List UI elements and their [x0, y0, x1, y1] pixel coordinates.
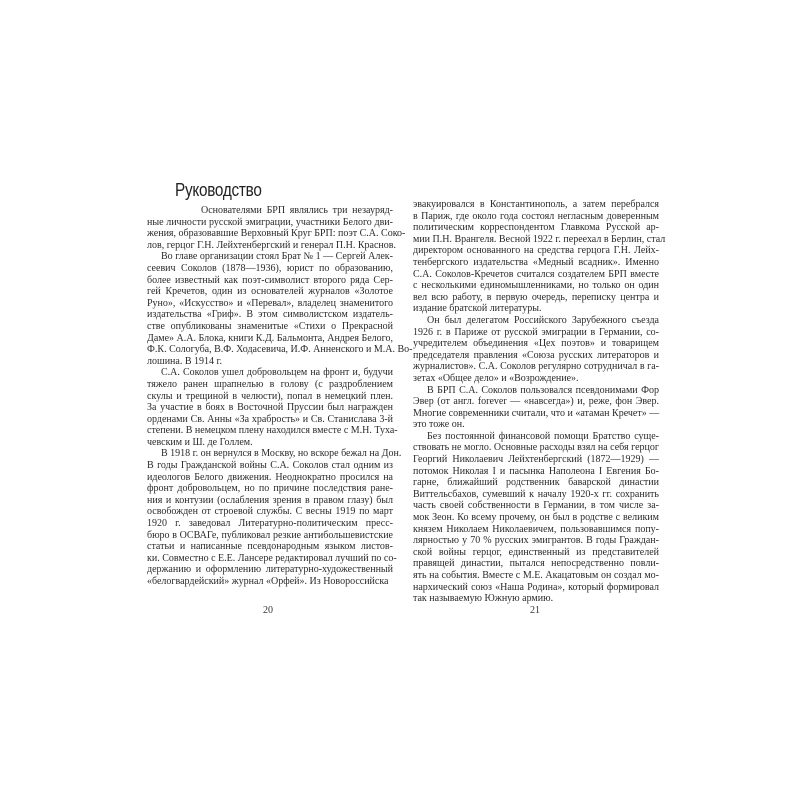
text-line: это тоже он. — [413, 419, 465, 431]
text-line: фронт добровольцем, но по причине последствия ране- — [147, 483, 393, 495]
text-line: зетах «Общее дело» и «Возрождение». — [413, 372, 579, 384]
text-line: часть своей собственности в Германии, в том числе за- — [413, 500, 659, 512]
text-line: князем Николаем Николаевичем, пользовавшимся попу- — [413, 523, 659, 535]
page-number-left: 20 — [263, 605, 273, 616]
page-number-right: 21 — [530, 605, 540, 616]
text-line: 1926 г. в Париже от русской эмиграции в Германии, со- — [413, 326, 659, 338]
text-line: Основателями БРП являлись три незауряд- — [201, 205, 393, 216]
text-line: В годы Гражданской войны С.А. Соколов стал одним из — [147, 460, 393, 472]
text-line: Руно», «Искусство» и «Перевал», владелец знаменитого — [147, 297, 393, 309]
text-line: держанию и оформлению литературно-художественный — [147, 564, 393, 576]
text-line: За участие в боях в Восточной Пруссии был награжден — [147, 402, 393, 414]
text-line: лов, герцог Г.Н. Лейхтенбергский и генерал П.Н. Краснов. — [147, 239, 396, 251]
paragraph — [147, 205, 406, 251]
left-page-body — [147, 205, 413, 588]
text-line: ные личности русской эмиграции, участники Белого дви- — [147, 216, 393, 228]
paragraph — [413, 385, 659, 431]
text-line: более известный как поэт-символист второго ряда Сер- — [147, 274, 393, 286]
text-line: 1920 г. заведовал Литературно-политическим пресс- — [147, 518, 393, 530]
text-line: ять на события. Вместе с М.Е. Акацатовым он создал мо- — [413, 570, 659, 581]
text-line: ки. Совместно с Е.Е. Лансере редактировал лучший по со- — [147, 552, 397, 564]
paragraph — [413, 315, 659, 385]
text-line: бюро в ОСВАГе, публиковал резкие антибольшевистские — [147, 529, 393, 541]
text-line: В БРП С.А. Соколов пользовался псевдонимами Фор — [427, 384, 659, 396]
text-line: тяжело ранен шрапнелью в голову (с раздроблением — [147, 378, 393, 390]
text-line: сеевич Соколов (1878—1936), юрист по образованию, — [147, 262, 393, 274]
paragraph — [147, 367, 398, 448]
text-line: стве опубликованы знаменитые «Стихи о Прекрасной — [147, 320, 393, 332]
text-line: С.А. Соколов-Кречетов считался создателем БРП вместе — [413, 268, 659, 280]
text-line: Георгий Николаевич Лейхтенбергский (1872—1929) — — [413, 454, 659, 466]
text-line: с несколькими единомышленниками, но только он один — [413, 280, 659, 292]
text-line: потомок Николая I и пасынка Наполеона I Евгения Бо- — [413, 465, 659, 477]
text-line: Во главе организации стоял Брат № 1 — Сергей Алек- — [161, 251, 393, 263]
text-line: ствовать не могло. Основные расходы взял на себя герцог — [413, 442, 659, 454]
text-line: ния и контузии (ослабления зрения в правом глазу) был — [147, 494, 393, 506]
paragraph — [147, 251, 413, 367]
text-line: Он был делегатом Российского Зарубежного съезда — [427, 314, 659, 326]
text-line: в Париж, где около года состоял негласным доверенным — [413, 210, 659, 222]
text-line: председателя правления «Союза русских литераторов и — [413, 349, 659, 361]
chapter-title: Руководство — [175, 180, 262, 200]
paragraph — [147, 448, 402, 587]
text-line: освобожден от строевой службы. С весны 1919 по март — [147, 506, 393, 518]
text-line: Эвер (от англ. forever — «навсегда») и, реже, фон Эвер. — [413, 396, 659, 408]
text-line: издание братской литературы. — [413, 303, 542, 315]
text-line: «белогвардейский» журнал «Орфей». Из Новороссийска — [147, 576, 389, 587]
text-line: скулы и трещиной в челюсти), попал в немецкий плен. — [147, 390, 393, 402]
text-line: эвакуировался в Константинополь, а затем перебрался — [413, 199, 659, 210]
text-line: вел всю работу, в первую очередь, переписку центра и — [413, 291, 659, 303]
text-line: статьи и написанные псевдонародным языком листов- — [147, 541, 393, 553]
paragraph — [413, 431, 659, 605]
text-line: гей Кречетов, один из основателей журналов «Золотое — [147, 286, 393, 298]
text-line: Многие современники считали, что и «атаман Кречет» — — [413, 407, 660, 419]
paragraph — [413, 199, 666, 315]
text-line: издательства «Гриф». В этом символистском издатель- — [147, 309, 393, 321]
text-line: орденами Св. Анны «За храбрость» и Св. Станислава 3-й — [147, 413, 393, 425]
text-line: лошина. В 1914 г. — [147, 355, 222, 367]
text-line: Без постоянной финансовой помощи Братство суще- — [427, 430, 659, 442]
text-line: чевским и Ш. де Голлем. — [147, 436, 253, 448]
text-line: мок Зеон. Ко всему прочему, он был в родстве с великим — [413, 512, 659, 524]
text-line: мии П.Н. Врангеля. Весной 1922 г. переехал в Берлин, стал — [413, 233, 666, 245]
text-line: ской войны герцог, единственный из представителей — [413, 546, 659, 558]
text-line: журналистов». С.А. Соколов регулярно сотрудничал в га- — [413, 361, 659, 373]
text-line: правящей династии, пытался непосредственно повли- — [413, 558, 659, 570]
text-line: тенбергского издательства «Медный всадник». Именно — [413, 256, 659, 268]
text-line: учредителем объединения «Цех поэтов» и товарищем — [413, 338, 659, 350]
text-line: В 1918 г. он вернулся в Москву, но вскоре бежал на Дон. — [161, 448, 402, 460]
text-line: Ф.К. Сологуба, В.Ф. Ходасевича, И.Ф. Анненского и М.А. Во- — [147, 344, 413, 356]
text-line: Виттельсбахов, сумевший к началу 1920-х гг. сохранить — [413, 488, 659, 500]
text-line: директором основанного на средства герцога Г.Н. Лейх- — [413, 245, 659, 257]
text-line: С.А. Соколов ушел добровольцем на фронт и, будучи — [161, 367, 393, 379]
text-line: гарне, ближайший родственник баварской династии — [413, 477, 659, 489]
text-line: нархический союз «Наша Родина», который формировал — [413, 581, 659, 593]
text-line: так называемую Южную армию. — [413, 593, 554, 605]
text-line: степени. В немецком плену находился вместе с М.Н. Туха- — [147, 425, 398, 437]
text-line: идеологов Белого движения. Неоднократно просился на — [147, 471, 393, 483]
text-line: лярностью у 70 % русских эмигрантов. В годы Граждан- — [413, 535, 659, 547]
text-line: политическим корреспондентом Главкома Русской ар- — [413, 222, 659, 234]
text-line: Даме» А.А. Блока, книги К.Д. Бальмонта, Андрея Белого, — [147, 332, 393, 344]
right-page-body — [413, 199, 666, 605]
text-line: жения, образовавшие Верховный Круг БРП: поэт С.А. Соко- — [147, 228, 406, 240]
